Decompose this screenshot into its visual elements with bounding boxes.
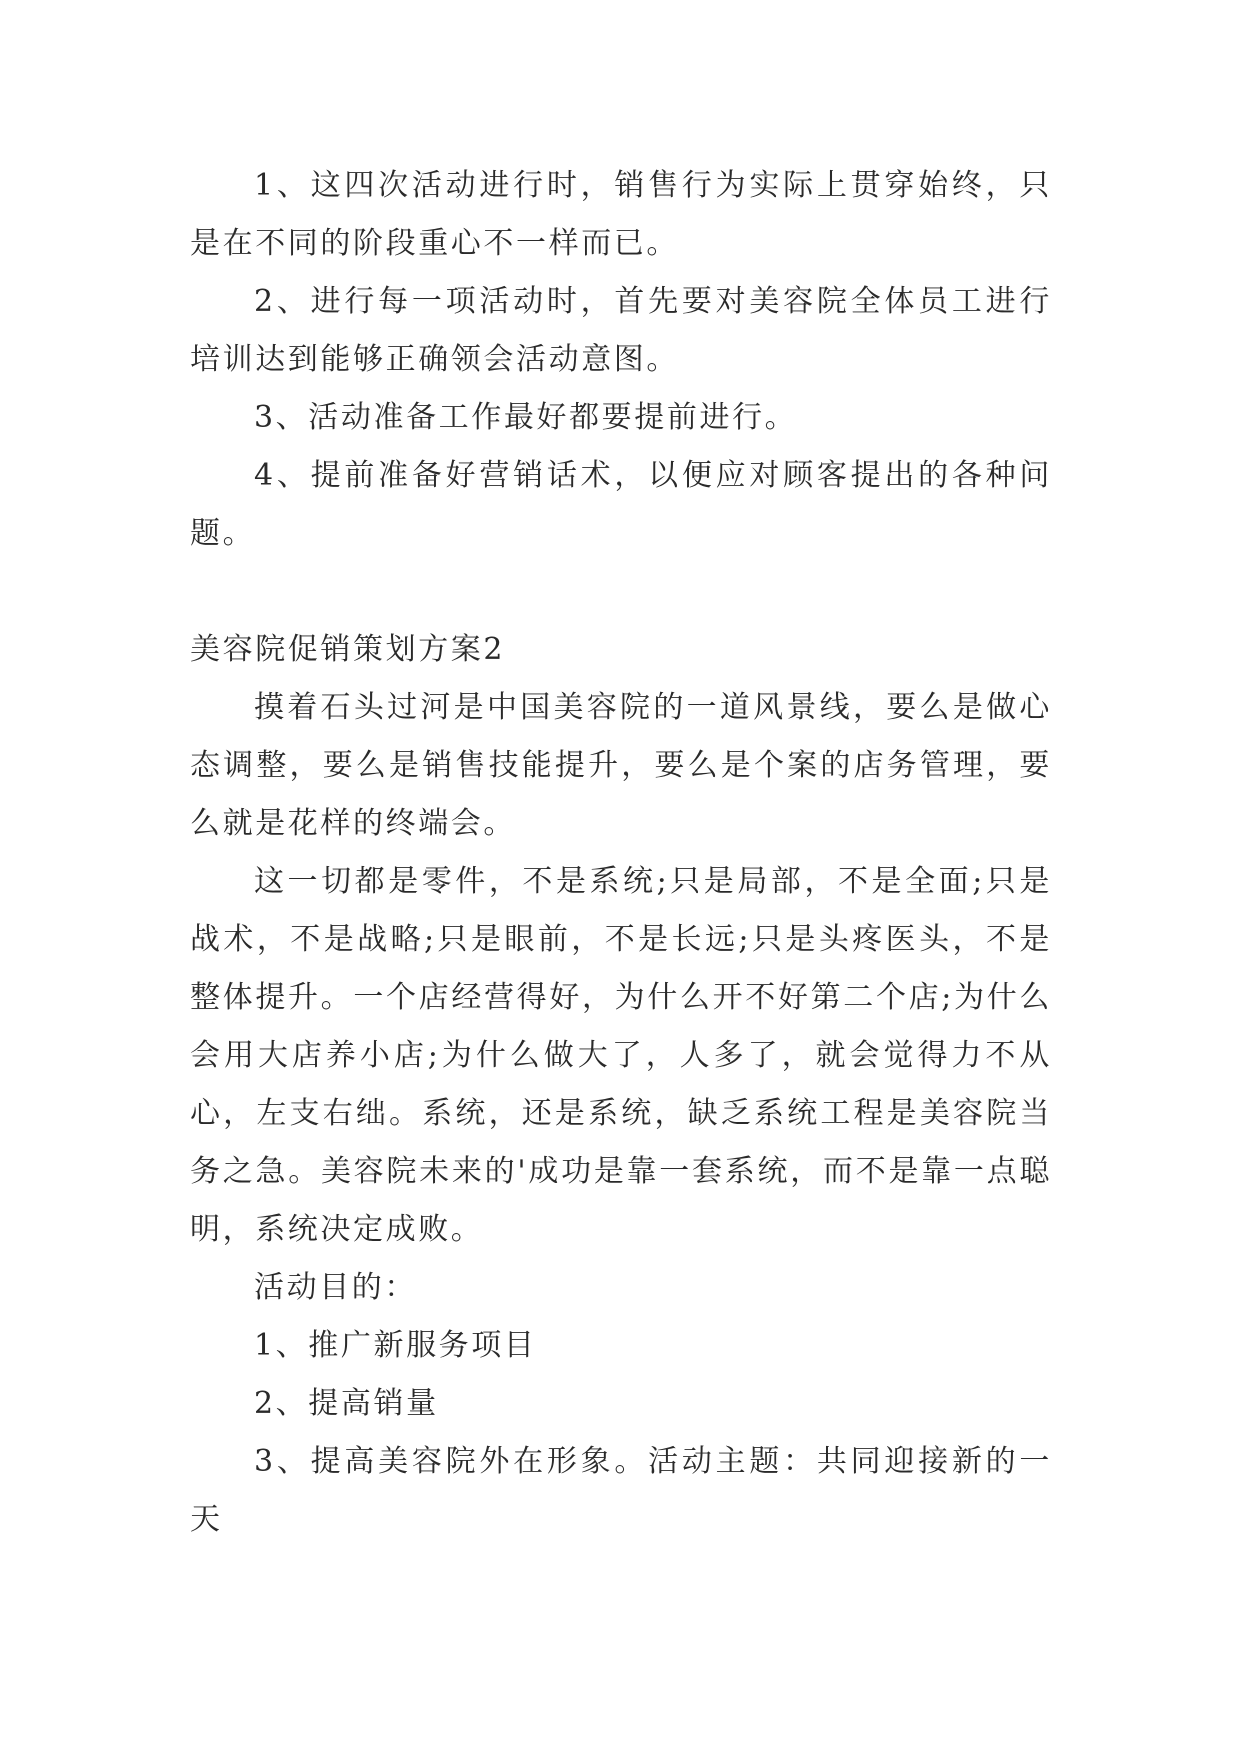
paragraph-7: 活动目的： — [254, 1270, 417, 1305]
paragraph-8: 1、推广新服务项目 — [254, 1328, 537, 1363]
section-heading: 美容院促销策划方案2 — [190, 632, 506, 667]
paragraph-2: 2、进行每一项活动时，首先要对美容院全体员工进行培训达到能够正确领会活动意图。 — [190, 284, 1052, 377]
paragraph-4: 4、提前准备好营销话术，以便应对顾客提出的各种问题。 — [190, 458, 1052, 551]
paragraph-9: 2、提高销量 — [254, 1386, 439, 1421]
paragraph-6: 这一切都是零件，不是系统;只是局部，不是全面;只是战术，不是战略;只是眼前，不是长远;只是头疼医头，不是整体提升。一个店经营得好，为什么开不好第二个店;为什么会用大店养小店;为什么做大了，人多了，就会觉得力不从心，左支右绌。系统，还是系统，缺乏系统工程是美容院当务之急。美容院未来的'成功是靠一套系统，而不是靠一点聪明，系统决定成败。 — [190, 864, 1052, 1247]
paragraph-10: 3、提高美容院外在形象。活动主题：共同迎接新的一天 — [190, 1444, 1052, 1537]
document-body — [190, 157, 1052, 1549]
paragraph-3: 3、活动准备工作最好都要提前进行。 — [254, 400, 798, 435]
paragraph-1: 1、这四次活动进行时，销售行为实际上贯穿始终，只是在不同的阶段重心不一样而已。 — [190, 168, 1052, 261]
paragraph-5: 摸着石头过河是中国美容院的一道风景线，要么是做心态调整，要么是销售技能提升，要么是个案的店务管理，要么就是花样的终端会。 — [190, 690, 1052, 841]
